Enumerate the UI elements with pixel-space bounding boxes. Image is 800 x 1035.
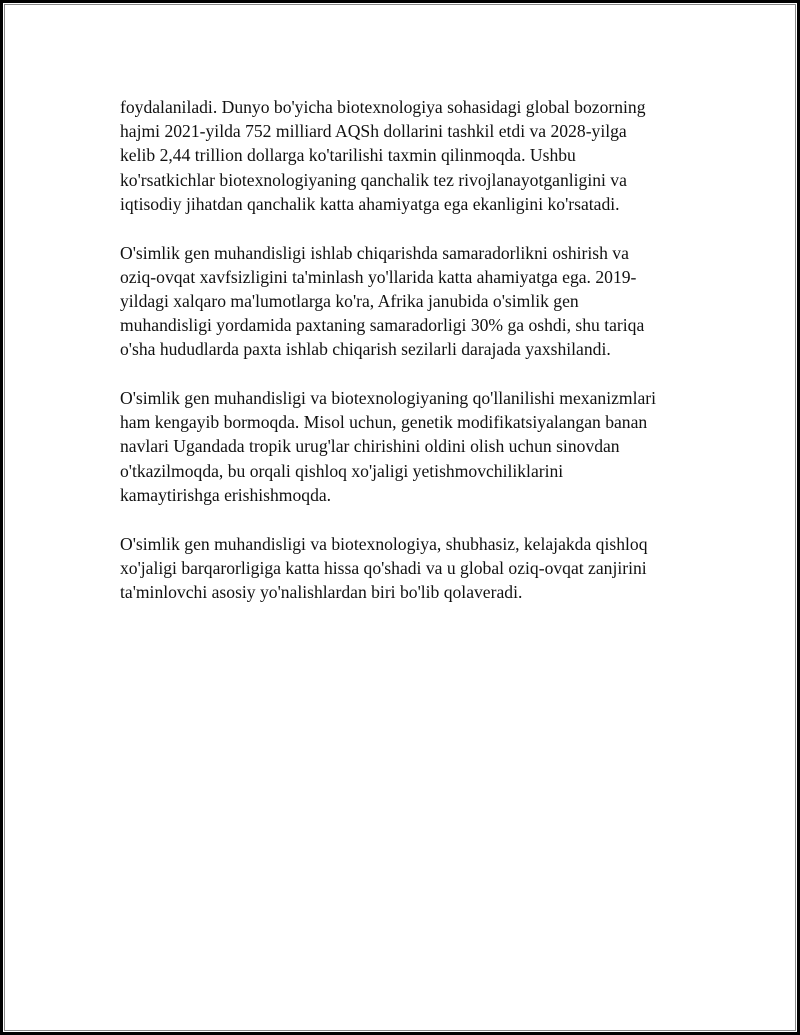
paragraph-conclusion: O'simlik gen muhandisligi va biotexnologiya, shubhasiz, kelajakda qishloq xo'jaligi barqarorligiga katta hissa qo'shadi va u global oziq-ovqat zanjirini ta'minlovchi asosiy yo'nalishlardan biri bo'lib qolaveradi. (120, 533, 648, 602)
document-body (120, 95, 700, 629)
paragraph-gm-banana-uganda: O'simlik gen muhandisligi va biotexnologiyaning qo'llanilishi mexanizmlari ham kengayib bormoqda. Misol uchun, genetik modifikatsiyalangan banan navlari Ugandada tropik urug'lar chirishini oldini olish uchun sinovdan o'tkazilmoqda, bu orqali qishloq xo'jaligi yetishmovchiliklarini kamaytirishga erishishmoqda. (120, 388, 657, 505)
paragraph-plant-gene-engineering: O'simlik gen muhandisligi ishlab chiqarishda samaradorlikni oshirish va oziq-ovqat xavfsizligini ta'minlash yo'llarida katta ahamiyatga ega. 2019- yildagi xalqaro ma'lumotlarga ko'ra, Afrika janubida o'simlik gen muhandisligi yordamida paxtaning samaradorligi 30% ga oshdi, shu tariqa o'sha hududlarda paxta ishlab chiqarish sezilarli darajada yaxshilandi. (120, 242, 645, 360)
paragraph-biotech-market: foydalaniladi. Dunyo bo'yicha biotexnologiya sohasidagi global bozorning hajmi 2021-yilda 752 milliard AQSh dollarini tashkil etdi va 2028-yilga kelib 2,44 trillion dollarga ko'tarilishi taxmin qilinmoqda. Ushbu ko'rsatkichlar biotexnologiyaning qanchalik tez rivojlanayotganligini va iqtisodiy jihatdan qanchalik katta ahamiyatga ega ekanligini ko'rsatadi. (120, 97, 646, 214)
